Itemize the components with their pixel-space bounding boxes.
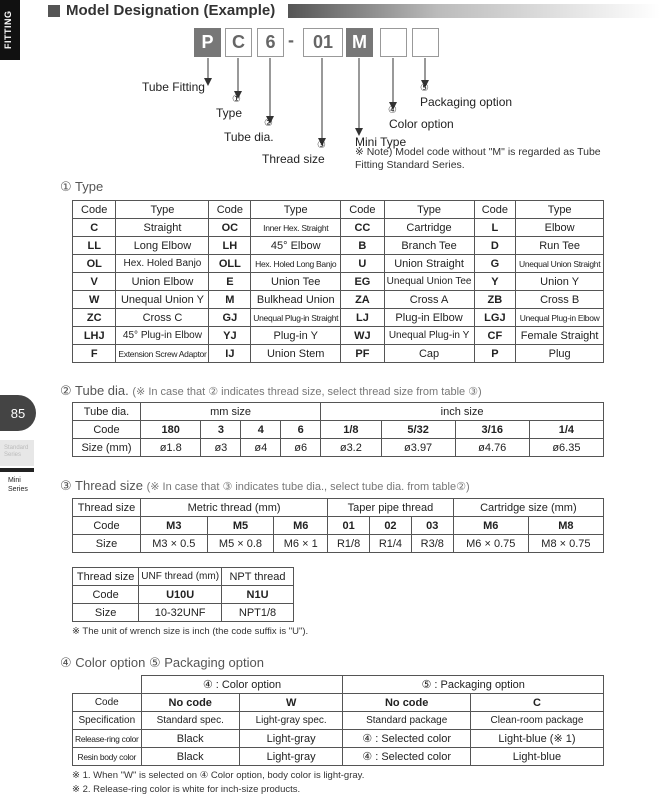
thread-size-table xyxy=(72,498,604,553)
callout-tube-fitting: Tube Fitting xyxy=(142,80,205,94)
type-name-cell: Union Y xyxy=(516,273,604,291)
thread-size-cell: M6 × 1 xyxy=(274,535,328,553)
type-code-cell: M xyxy=(209,291,251,309)
type-name-cell: Cartridge xyxy=(384,219,474,237)
type-code-cell: OC xyxy=(209,219,251,237)
dia-mm-head: mm size xyxy=(141,403,321,421)
thread2-size: 10-32UNF xyxy=(139,604,222,622)
type-name-cell: Hex. Holed Banjo xyxy=(116,255,209,273)
thread-size-table-2 xyxy=(72,567,294,622)
dia-code-cell: 1/8 xyxy=(321,421,381,439)
type-code-cell: EG xyxy=(341,273,384,291)
type-code-cell: ZC xyxy=(73,309,116,327)
thread-code-cell: M6 xyxy=(274,517,328,535)
type-code-cell: LGJ xyxy=(474,309,516,327)
dia-inch-head: inch size xyxy=(321,403,604,421)
thread2-size-label: Size xyxy=(73,604,139,622)
type-code-cell: G xyxy=(474,255,516,273)
dia-subtitle: (※ In case that ② indicates thread size, select thread size from table ③) xyxy=(132,386,482,398)
type-name-cell: Union Elbow xyxy=(116,273,209,291)
thread-title: ③ Thread size xyxy=(60,478,143,493)
callout-thread-number: ③ xyxy=(317,140,326,151)
callout-pack-number: ⑤ xyxy=(420,83,429,94)
code-dash: - xyxy=(288,30,294,50)
color-cell: Standard spec. xyxy=(141,712,239,730)
color-row-label: Resin body color xyxy=(73,748,142,766)
thread-code-label: Code xyxy=(73,517,141,535)
color-cell: Black xyxy=(141,748,239,766)
code-box-tube-fitting: P xyxy=(194,28,221,57)
color-cell: ④ : Selected color xyxy=(343,730,471,748)
color-cell: Standard package xyxy=(343,712,471,730)
code-box-mini: M xyxy=(346,28,373,57)
mini-series-tab[interactable]: Mini Series xyxy=(0,468,34,496)
thread2-code: N1U xyxy=(222,586,294,604)
thread-note: ※ The unit of wrench size is inch (the code suffix is "U"). xyxy=(72,626,309,637)
color-cell: Light-blue xyxy=(470,748,603,766)
thread2-size: NPT1/8 xyxy=(222,604,294,622)
thread2-code-label: Code xyxy=(73,586,139,604)
dia-code-cell: 3/16 xyxy=(455,421,529,439)
code-head: Code xyxy=(341,201,384,219)
type-name-cell: Cap xyxy=(384,345,474,363)
thread-code-cell: M3 xyxy=(141,517,208,535)
code-box-type: C xyxy=(225,28,252,57)
thread-code-cell: M8 xyxy=(528,517,603,535)
type-name-cell: Long Elbow xyxy=(116,237,209,255)
type-name-cell: Straight xyxy=(116,219,209,237)
type-name-cell: Plug-in Elbow xyxy=(384,309,474,327)
thread-size-cell: M6 × 0.75 xyxy=(453,535,528,553)
dia-size-cell: ø1.8 xyxy=(141,439,201,457)
type-name-cell: Union Tee xyxy=(251,273,341,291)
thread-cartridge-head: Cartridge size (mm) xyxy=(453,499,603,517)
dia-size-cell: ø4.76 xyxy=(455,439,529,457)
type-name-cell: Cross C xyxy=(116,309,209,327)
type-name-cell: Bulkhead Union xyxy=(251,291,341,309)
dia-size-cell: ø4 xyxy=(241,439,281,457)
dia-size-cell: ø6 xyxy=(281,439,321,457)
code-box-packaging xyxy=(412,28,439,57)
code-head: Code xyxy=(474,201,516,219)
callout-type: Type xyxy=(216,106,243,120)
type-name-cell: Unequal Plug-in Y xyxy=(384,327,474,345)
dia-code-cell: 6 xyxy=(281,421,321,439)
type-code-cell: CF xyxy=(474,327,516,345)
thread2-npt-head: NPT thread xyxy=(222,568,294,586)
color-footnote-1: ※ 1. When "W" is selected on ④ Color option, body color is light-gray. xyxy=(72,770,365,781)
page-title: Model Designation (Example) xyxy=(66,2,276,19)
type-code-cell: U xyxy=(341,255,384,273)
thread-taper-head: Taper pipe thread xyxy=(328,499,454,517)
type-code-cell: F xyxy=(73,345,116,363)
type-code-cell: OLL xyxy=(209,255,251,273)
color-cell: Light-gray xyxy=(239,730,343,748)
thread-subtitle: (※ In case that ③ indicates tube dia., select tube dia. from table②) xyxy=(146,481,470,493)
type-code-cell: B xyxy=(341,237,384,255)
color-packaging-table xyxy=(72,675,604,766)
dia-size-cell: ø3.97 xyxy=(381,439,455,457)
color-cell: Clean-room package xyxy=(470,712,603,730)
type-code-cell: E xyxy=(209,273,251,291)
type-name-cell: Unequal Union Tee xyxy=(384,273,474,291)
type-code-cell: P xyxy=(474,345,516,363)
thread-size-cell: R1/4 xyxy=(370,535,412,553)
type-name-cell: Plug xyxy=(516,345,604,363)
thread-corner: Thread size xyxy=(73,499,141,517)
type-name-cell: Female Straight xyxy=(516,327,604,345)
color-cell: Light-blue (※ 1) xyxy=(470,730,603,748)
type-section-title: ① Type xyxy=(60,179,104,194)
type-name-cell: Elbow xyxy=(516,219,604,237)
type-code-cell: LH xyxy=(209,237,251,255)
tube-dia-table xyxy=(72,402,604,457)
type-code-cell: IJ xyxy=(209,345,251,363)
type-name-cell: Unequal Union Y xyxy=(116,291,209,309)
thread-code-cell: M6 xyxy=(453,517,528,535)
type-code-cell: L xyxy=(474,219,516,237)
color-footnote-2: ※ 2. Release-ring color is white for inch-size products. xyxy=(72,784,301,795)
code-box-tube-dia: 6 xyxy=(257,28,284,57)
dia-size-cell: ø6.35 xyxy=(529,439,603,457)
type-code-cell: LL xyxy=(73,237,116,255)
type-code-cell: GJ xyxy=(209,309,251,327)
color-cell: Black xyxy=(141,730,239,748)
type-name-cell: Union Stem xyxy=(251,345,341,363)
thread-code-cell: 01 xyxy=(328,517,370,535)
type-code-cell: V xyxy=(73,273,116,291)
color-cell: Light-gray spec. xyxy=(239,712,343,730)
callout-tube-dia: Tube dia. xyxy=(224,130,274,144)
type-name-cell: Cross A xyxy=(384,291,474,309)
dia-code-cell: 4 xyxy=(241,421,281,439)
color-cell: ④ : Selected color xyxy=(343,748,471,766)
code-head: Code xyxy=(209,201,251,219)
callout-thread-size: Thread size xyxy=(262,152,325,166)
type-name-cell: Plug-in Y xyxy=(251,327,341,345)
standard-series-tab[interactable]: Standard Series xyxy=(0,440,34,466)
page-number: 85 xyxy=(0,395,36,431)
thread-size-cell: M8 × 0.75 xyxy=(528,535,603,553)
type-name-cell: Union Straight xyxy=(384,255,474,273)
type-code-cell: LJ xyxy=(341,309,384,327)
type-name-cell: 45° Plug-in Elbow xyxy=(116,327,209,345)
dia-code-cell: 3 xyxy=(201,421,241,439)
section-tab-label: FITTING xyxy=(3,10,13,50)
dia-code-cell: 5/32 xyxy=(381,421,455,439)
dia-code-cell: 180 xyxy=(141,421,201,439)
thread-size-cell: R3/8 xyxy=(411,535,453,553)
callout-packaging-option: Packaging option xyxy=(420,95,513,109)
type-name-cell: 45° Elbow xyxy=(251,237,341,255)
type-code-cell: PF xyxy=(341,345,384,363)
type-name-cell: Branch Tee xyxy=(384,237,474,255)
type-name-cell: Cross B xyxy=(516,291,604,309)
color-section-title: ④ Color option ⑤ Packaging option xyxy=(60,655,264,670)
type-head: Type xyxy=(116,201,209,219)
type-name-cell: Run Tee xyxy=(516,237,604,255)
thread2-unf-head: UNF thread (mm) xyxy=(139,568,222,586)
dia-size-cell: ø3.2 xyxy=(321,439,381,457)
callout-mini-type: Mini Type xyxy=(355,135,407,149)
callout-color-option: Color option xyxy=(389,117,454,131)
color-row-label: Release-ring color xyxy=(73,730,142,748)
thread-size-cell: M5 × 0.8 xyxy=(207,535,274,553)
type-head: Type xyxy=(251,201,341,219)
color-cell: W xyxy=(239,694,343,712)
type-code-cell: LHJ xyxy=(73,327,116,345)
color-cell: No code xyxy=(141,694,239,712)
color-row-label: Code xyxy=(73,694,142,712)
dia-size-label: Size (mm) xyxy=(73,439,141,457)
type-code-cell: ZA xyxy=(341,291,384,309)
thread-size-cell: R1/8 xyxy=(328,535,370,553)
type-code-cell: WJ xyxy=(341,327,384,345)
dia-corner: Tube dia. xyxy=(73,403,141,421)
type-name-cell: Unequal Union Straight xyxy=(516,255,604,273)
color-row-label: Specification xyxy=(73,712,142,730)
dia-section-title xyxy=(60,383,482,399)
callout-dia-number: ② xyxy=(264,118,273,129)
type-code-cell: YJ xyxy=(209,327,251,345)
thread-metric-head: Metric thread (mm) xyxy=(141,499,328,517)
thread-code-cell: 03 xyxy=(411,517,453,535)
type-head: Type xyxy=(384,201,474,219)
type-head: Type xyxy=(516,201,604,219)
type-name-cell: Inner Hex. Straight xyxy=(251,219,341,237)
color-cell: C xyxy=(470,694,603,712)
dia-title: ② Tube dia. xyxy=(60,383,129,398)
code-head: Code xyxy=(73,201,116,219)
callout-type-number: ① xyxy=(232,94,241,105)
thread-size-label: Size xyxy=(73,535,141,553)
dia-size-cell: ø3 xyxy=(201,439,241,457)
thread-size-cell: M3 × 0.5 xyxy=(141,535,208,553)
code-box-color xyxy=(380,28,407,57)
type-code-cell: OL xyxy=(73,255,116,273)
callout-color-number: ④ xyxy=(388,105,397,116)
color-cell: No code xyxy=(343,694,471,712)
type-code-cell: D xyxy=(474,237,516,255)
thread-code-cell: M5 xyxy=(207,517,274,535)
type-name-cell: Unequal Plug-in Elbow xyxy=(516,309,604,327)
mini-type-note: ※ Note) Model code without "M" is regarded as Tube Fitting Standard Series. xyxy=(355,146,601,171)
code-box-thread: 01 xyxy=(303,28,343,57)
type-code-cell: CC xyxy=(341,219,384,237)
type-table xyxy=(72,200,604,363)
color-cell: Light-gray xyxy=(239,748,343,766)
color-head: ④ : Color option xyxy=(141,676,343,694)
dia-code-cell: 1/4 xyxy=(529,421,603,439)
type-code-cell: C xyxy=(73,219,116,237)
type-name-cell: Hex. Holed Long Banjo xyxy=(251,255,341,273)
thread2-code: U10U xyxy=(139,586,222,604)
type-code-cell: W xyxy=(73,291,116,309)
type-name-cell: Unequal Plug-in Straight xyxy=(251,309,341,327)
color-corner xyxy=(73,676,142,694)
type-code-cell: Y xyxy=(474,273,516,291)
thread2-corner: Thread size xyxy=(73,568,139,586)
thread-section-title xyxy=(60,478,470,494)
dia-code-label: Code xyxy=(73,421,141,439)
pack-head: ⑤ : Packaging option xyxy=(343,676,604,694)
thread-code-cell: 02 xyxy=(370,517,412,535)
type-name-cell: Extension Screw Adaptor xyxy=(116,345,209,363)
type-code-cell: ZB xyxy=(474,291,516,309)
